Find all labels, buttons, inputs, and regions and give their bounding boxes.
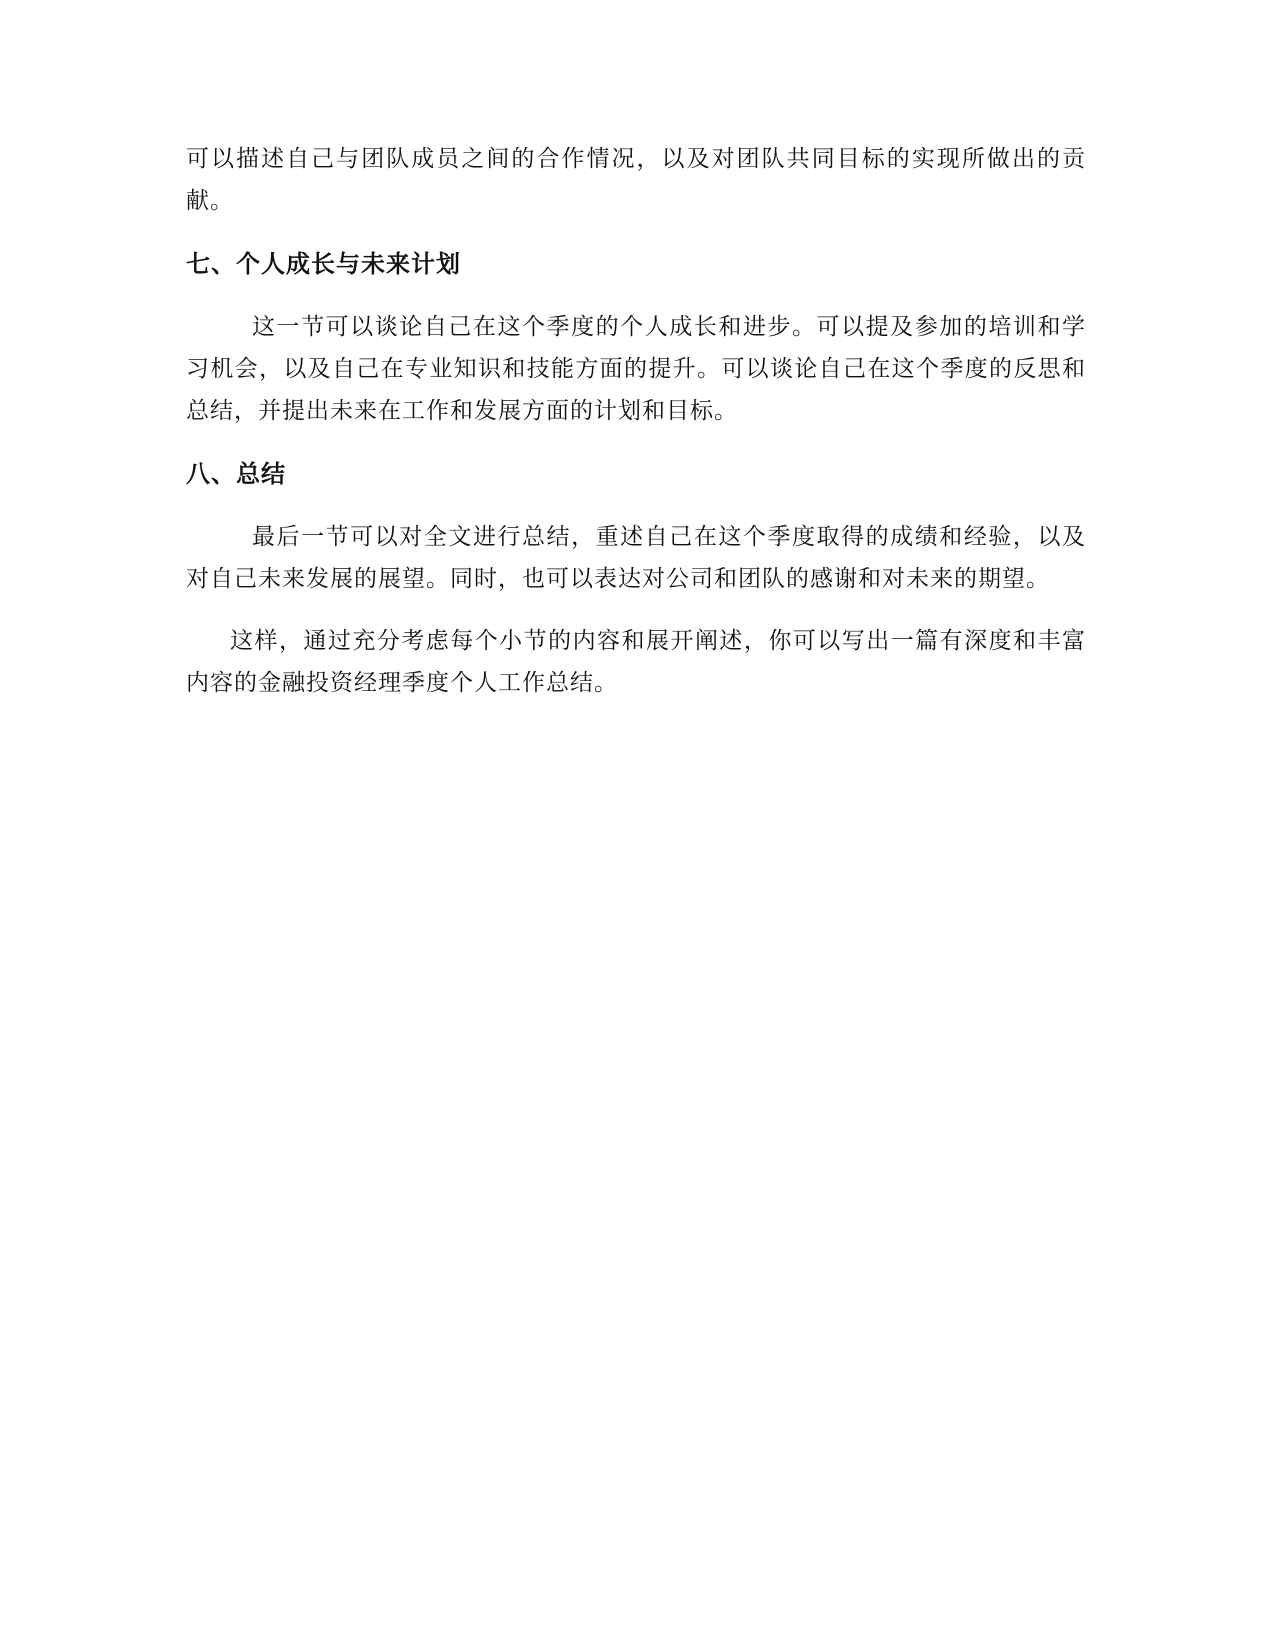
section-heading-personal-growth: 七、个人成长与未来计划	[186, 250, 461, 278]
closing-paragraph: 这样，通过充分考虑每个小节的内容和展开阐述，你可以写出一篇有深度和丰富内容的金融投资经理季度个人工作总结。	[186, 628, 1086, 696]
continuation-paragraph: 可以描述自己与团队成员之间的合作情况，以及对团队共同目标的实现所做出的贡献。	[186, 146, 1086, 214]
section-heading-summary: 八、总结	[186, 460, 286, 488]
document-content	[186, 138, 1086, 704]
section-body-personal-growth: 这一节可以谈论自己在这个季度的个人成长和进步。可以提及参加的培训和学习机会，以及自己在专业知识和技能方面的提升。可以谈论自己在这个季度的反思和总结，并提出未来在工作和发展方面的计划和目标。	[186, 314, 1086, 424]
section-body-summary: 最后一节可以对全文进行总结，重述自己在这个季度取得的成绩和经验，以及对自己未来发展的展望。同时，也可以表达对公司和团队的感谢和对未来的期望。	[186, 524, 1086, 592]
